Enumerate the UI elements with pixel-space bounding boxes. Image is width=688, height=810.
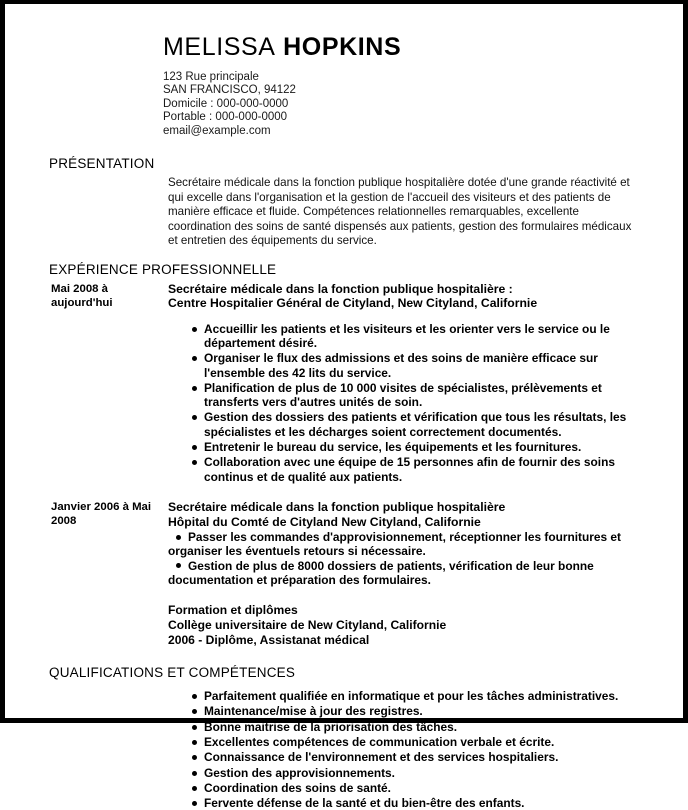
job-bullet-list [168, 530, 643, 587]
resume-header [5, 4, 683, 138]
bullet-dot-icon [176, 563, 181, 568]
job-bullet-text: Passer les commandes d'approvisionnement, réceptionner les fournitures et organiser les éventuels retours si nécessaire. [168, 530, 622, 559]
education-heading: Formation et diplômes [168, 603, 298, 618]
job-dates: Janvier 2006 à Mai 2008 [51, 500, 152, 527]
skill-bullet: Bonne maitrise de la priorisation des tâches. [168, 720, 639, 734]
skills-bullet-list [168, 689, 639, 810]
contact-street: 123 Rue principale [163, 70, 259, 83]
job-bullet: Planification de plus de 10 000 visites de spécialistes, prélèvements et transferts vers d'autres unités de soin. [168, 381, 643, 410]
job-title: Secrétaire médicale dans la fonction publique hospitalière : [168, 281, 513, 296]
job-details [168, 282, 643, 485]
contact-mobile-phone: Portable : 000-000-0000 [163, 111, 288, 124]
job-bullet: Entretenir le bureau du service, les équipements et les fournitures. [168, 440, 643, 454]
job-dates: Mai 2008 à aujourd'hui [51, 282, 113, 309]
job-company: Hôpital du Comté de Cityland New Cityland, Californie [168, 514, 481, 529]
job-title: Secrétaire médicale dans la fonction publique hospitalière [168, 499, 506, 514]
section-experience [5, 262, 683, 648]
section-title-experience: EXPÉRIENCE PROFESSIONNELLE [49, 261, 277, 277]
education-degree: 2006 - Diplôme, Assistanat médical [168, 632, 370, 647]
skill-bullet: Gestion des approvisionnements. [168, 766, 639, 780]
skill-bullet: Parfaitement qualifiée en informatique et pour les tâches administratives. [168, 689, 639, 703]
candidate-last-name: HOPKINS [283, 33, 402, 61]
contact-home-phone: Domicile : 000-000-0000 [163, 97, 289, 110]
section-title-presentation: PRÉSENTATION [49, 156, 155, 172]
skill-bullet: Excellentes compétences de communication verbale et écrite. [168, 735, 639, 749]
contact-city-state-zip: SAN FRANCISCO, 94122 [163, 84, 296, 97]
job-company: Centre Hospitalier Général de Cityland, New Cityland, Californie [168, 296, 538, 311]
candidate-first-name: MELISSA [163, 33, 276, 61]
skill-bullet: Coordination des soins de santé. [168, 781, 639, 795]
job-bullet [168, 559, 643, 588]
section-skills [5, 665, 683, 810]
skill-bullet: Maintenance/mise à jour des registres. [168, 704, 639, 718]
section-presentation [5, 156, 683, 248]
education-school: Collège universitaire de New Cityland, Californie [168, 617, 447, 632]
skill-bullet: Fervente défense de la santé et du bien-être des enfants. [168, 796, 639, 810]
candidate-name [163, 34, 683, 62]
education-block [168, 603, 643, 647]
presentation-summary: Secrétaire médicale dans la fonction publique hospitalière dotée d'une grande réactivité et qui excelle dans l'organisation et la gestion de l'accueil des visiteurs et des patients de manière efficace et fluide. Compétences relationnelles remarquables, excellente coordination des soins de santé dispensés aux patients, gestion des formulaires médicaux et entretien des équipements du service. [168, 176, 632, 248]
experience-entry [5, 500, 683, 647]
job-bullet: Accueillir les patients et les visiteurs et les orienter vers le service ou le département désiré. [168, 322, 643, 351]
job-bullet: Collaboration avec une équipe de 15 personnes afin de fournir des soins continus et de qualité aux patients. [168, 455, 643, 484]
job-bullet: Gestion des dossiers des patients et vérification que tous les résultats, les spécialistes et les décharges soient correctement documentés. [168, 410, 643, 439]
contact-email: email@example.com [163, 124, 271, 137]
bullet-dot-icon [176, 535, 181, 540]
job-details [168, 500, 643, 647]
contact-block [163, 71, 683, 139]
section-title-skills: QUALIFICATIONS ET COMPÉTENCES [49, 665, 296, 681]
job-bullet [168, 530, 643, 559]
resume-content [5, 4, 683, 810]
experience-entry [5, 282, 683, 485]
skill-bullet: Connaissance de l'environnement et des services hospitaliers. [168, 750, 639, 764]
job-bullet: Organiser le flux des admissions et des soins de manière efficace sur l'ensemble des 42 lits du service. [168, 351, 643, 380]
job-bullet-list [168, 322, 643, 484]
job-bullet-text: Gestion de plus de 8000 dossiers de patients, vérification de leur bonne documentation et préparation des formulaires. [168, 558, 594, 588]
